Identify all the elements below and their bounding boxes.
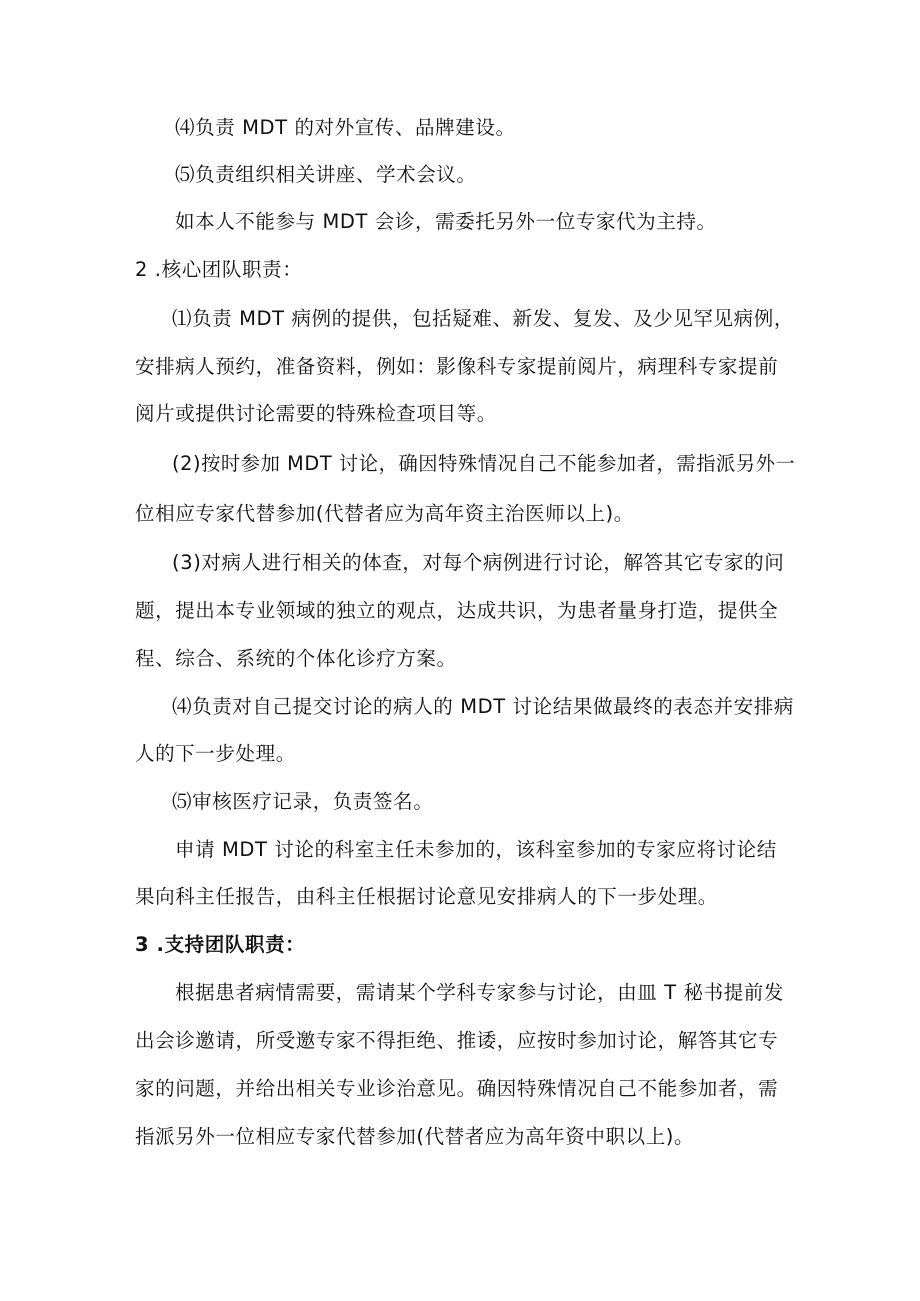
- line-core-duty-1c: 阅片或提供讨论需要的特殊检查项目等。: [135, 402, 497, 425]
- line-support-a: 根据患者病情需要，需请某个学科专家参与讨论，由皿 T 秘书提前发: [175, 981, 785, 1004]
- section-heading-support-team: 3 .支持团队职责：: [135, 933, 306, 956]
- line-core-duty-3a: (3)对病人进行相关的体查，对每个病例进行讨论，解答其它专家的问: [172, 551, 785, 574]
- line-support-c: 家的问题，并给出相关专业诊治意见。确因特殊情况自己不能参加者，需: [135, 1077, 779, 1100]
- line-director-absent-a: 申请 MDT 讨论的科室主任未参加的，该科室参加的专家应将讨论结: [175, 838, 777, 861]
- line-director-absent-b: 果向科主任报告，由科主任根据讨论意见安排病人的下一步处理。: [135, 885, 718, 908]
- line-leader-duty-4: ⑷负责 MDT 的对外宣传、品牌建设。: [175, 116, 516, 139]
- line-core-duty-1a: ⑴负责 MDT 病例的提供，包括疑难、新发、复发、及少见罕见病例，: [172, 307, 794, 330]
- line-core-duty-4a: ⑷负责对自己提交讨论的病人的 MDT 讨论结果做最终的表态并安排病: [172, 695, 794, 718]
- line-support-d: 指派另外一位相应专家代替参加(代替者应为高年资中职以上)。: [135, 1125, 695, 1148]
- line-core-duty-3b: 题，提出本专业领域的独立的观点，达成共识，为患者量身打造，提供全: [135, 599, 779, 622]
- line-core-duty-2b: 位相应专家代替参加(代替者应为高年资主治医师以上)。: [135, 502, 634, 525]
- section-heading-core-team: 2 .核心团队职责：: [135, 258, 303, 281]
- line-support-b: 出会诊邀请，所受邀专家不得拒绝、推诿，应按时参加讨论，解答其它专: [135, 1029, 779, 1052]
- line-core-duty-1b: 安排病人预约，准备资料，例如：影像科专家提前阅片，病理科专家提前: [135, 355, 779, 378]
- line-leader-duty-5: ⑸负责组织相关讲座、学术会议。: [175, 163, 477, 186]
- line-core-duty-3c: 程、综合、系统的个体化诊疗方案。: [135, 647, 457, 670]
- line-core-duty-5: ⑸审核医疗记录，负责签名。: [172, 790, 434, 813]
- line-leader-substitute: 如本人不能参与 MDT 会诊，需委托另外一位专家代为主持。: [175, 210, 717, 233]
- line-core-duty-2a: (2)按时参加 MDT 讨论，确因特殊情况自己不能参加者，需指派另外一: [172, 452, 796, 475]
- line-core-duty-4b: 人的下一步处理。: [135, 742, 296, 765]
